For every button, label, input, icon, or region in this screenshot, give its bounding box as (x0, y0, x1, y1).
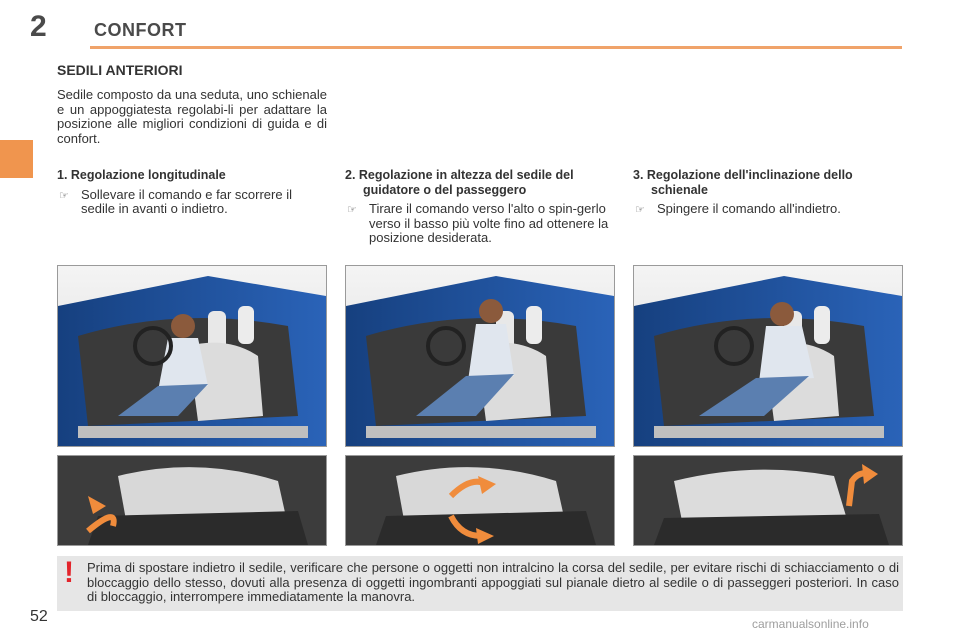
driver-seat-photo-3 (633, 265, 903, 447)
column-3-heading: 3. Regolazione dell'inclinazione dello schienale (633, 168, 853, 197)
column-3-bullet-text: Spingere il comando all'indietro. (657, 201, 841, 216)
column-1-bullet-text: Sollevare il comando e far scorrere il sedile in avanti o indietro. (81, 186, 292, 216)
column-2-bullet (345, 202, 615, 246)
chapter-side-tab (0, 140, 33, 178)
chapter-title: CONFORT (94, 20, 187, 40)
seat-control-closeup-1 (57, 455, 327, 546)
column-2 (345, 168, 615, 246)
pointing-hand-icon: ☞ (347, 204, 357, 216)
pointing-hand-icon: ☞ (635, 204, 645, 216)
section-intro: Sedile composto da una seduta, uno schienale e un appoggiatesta regolabi-li per adattare la posizione alle migliori condizioni di guida e di confort. (57, 87, 327, 146)
driver-seat-photo-1 (57, 265, 327, 447)
pointing-hand-icon: ☞ (59, 189, 69, 202)
column-3-bullet (633, 202, 903, 217)
column-1 (57, 168, 327, 217)
column-2-heading: 2. Regolazione in altezza del sedile del guidatore o del passeggero (345, 168, 574, 197)
column-3 (633, 168, 903, 217)
exclamation-icon: ! (64, 556, 74, 589)
column-2-bullet-text: Tirare il comando verso l'alto o spin-gerlo verso il basso più volte fino ad ottenere la posizione desiderata. (369, 201, 609, 245)
warning-text: Prima di spostare indietro il sedile, verificare che persone o oggetti non intralcino la corsa del sedile, per evitare rischi di schiacciamento o di bloccaggio dello stesso, dovuti alla presenza di oggetti ingombranti appoggiati sul pianale dietro al sedile o di passeggeri posteriori. In caso di bloccaggio, interrompere immediatamente la manovra. (87, 560, 899, 604)
page-number: 52 (30, 608, 48, 625)
seat-control-closeup-3 (633, 455, 903, 546)
driver-seat-photo-2 (345, 265, 615, 447)
section-title: SEDILI ANTERIORI (57, 62, 183, 78)
seat-control-closeup-2 (345, 455, 615, 546)
column-1-bullet (57, 188, 327, 217)
chapter-number: 2 (30, 10, 47, 43)
column-1-heading: 1. Regolazione longitudinale (57, 168, 226, 182)
watermark: carmanualsonline.info (752, 617, 869, 631)
header-rule (90, 46, 902, 49)
